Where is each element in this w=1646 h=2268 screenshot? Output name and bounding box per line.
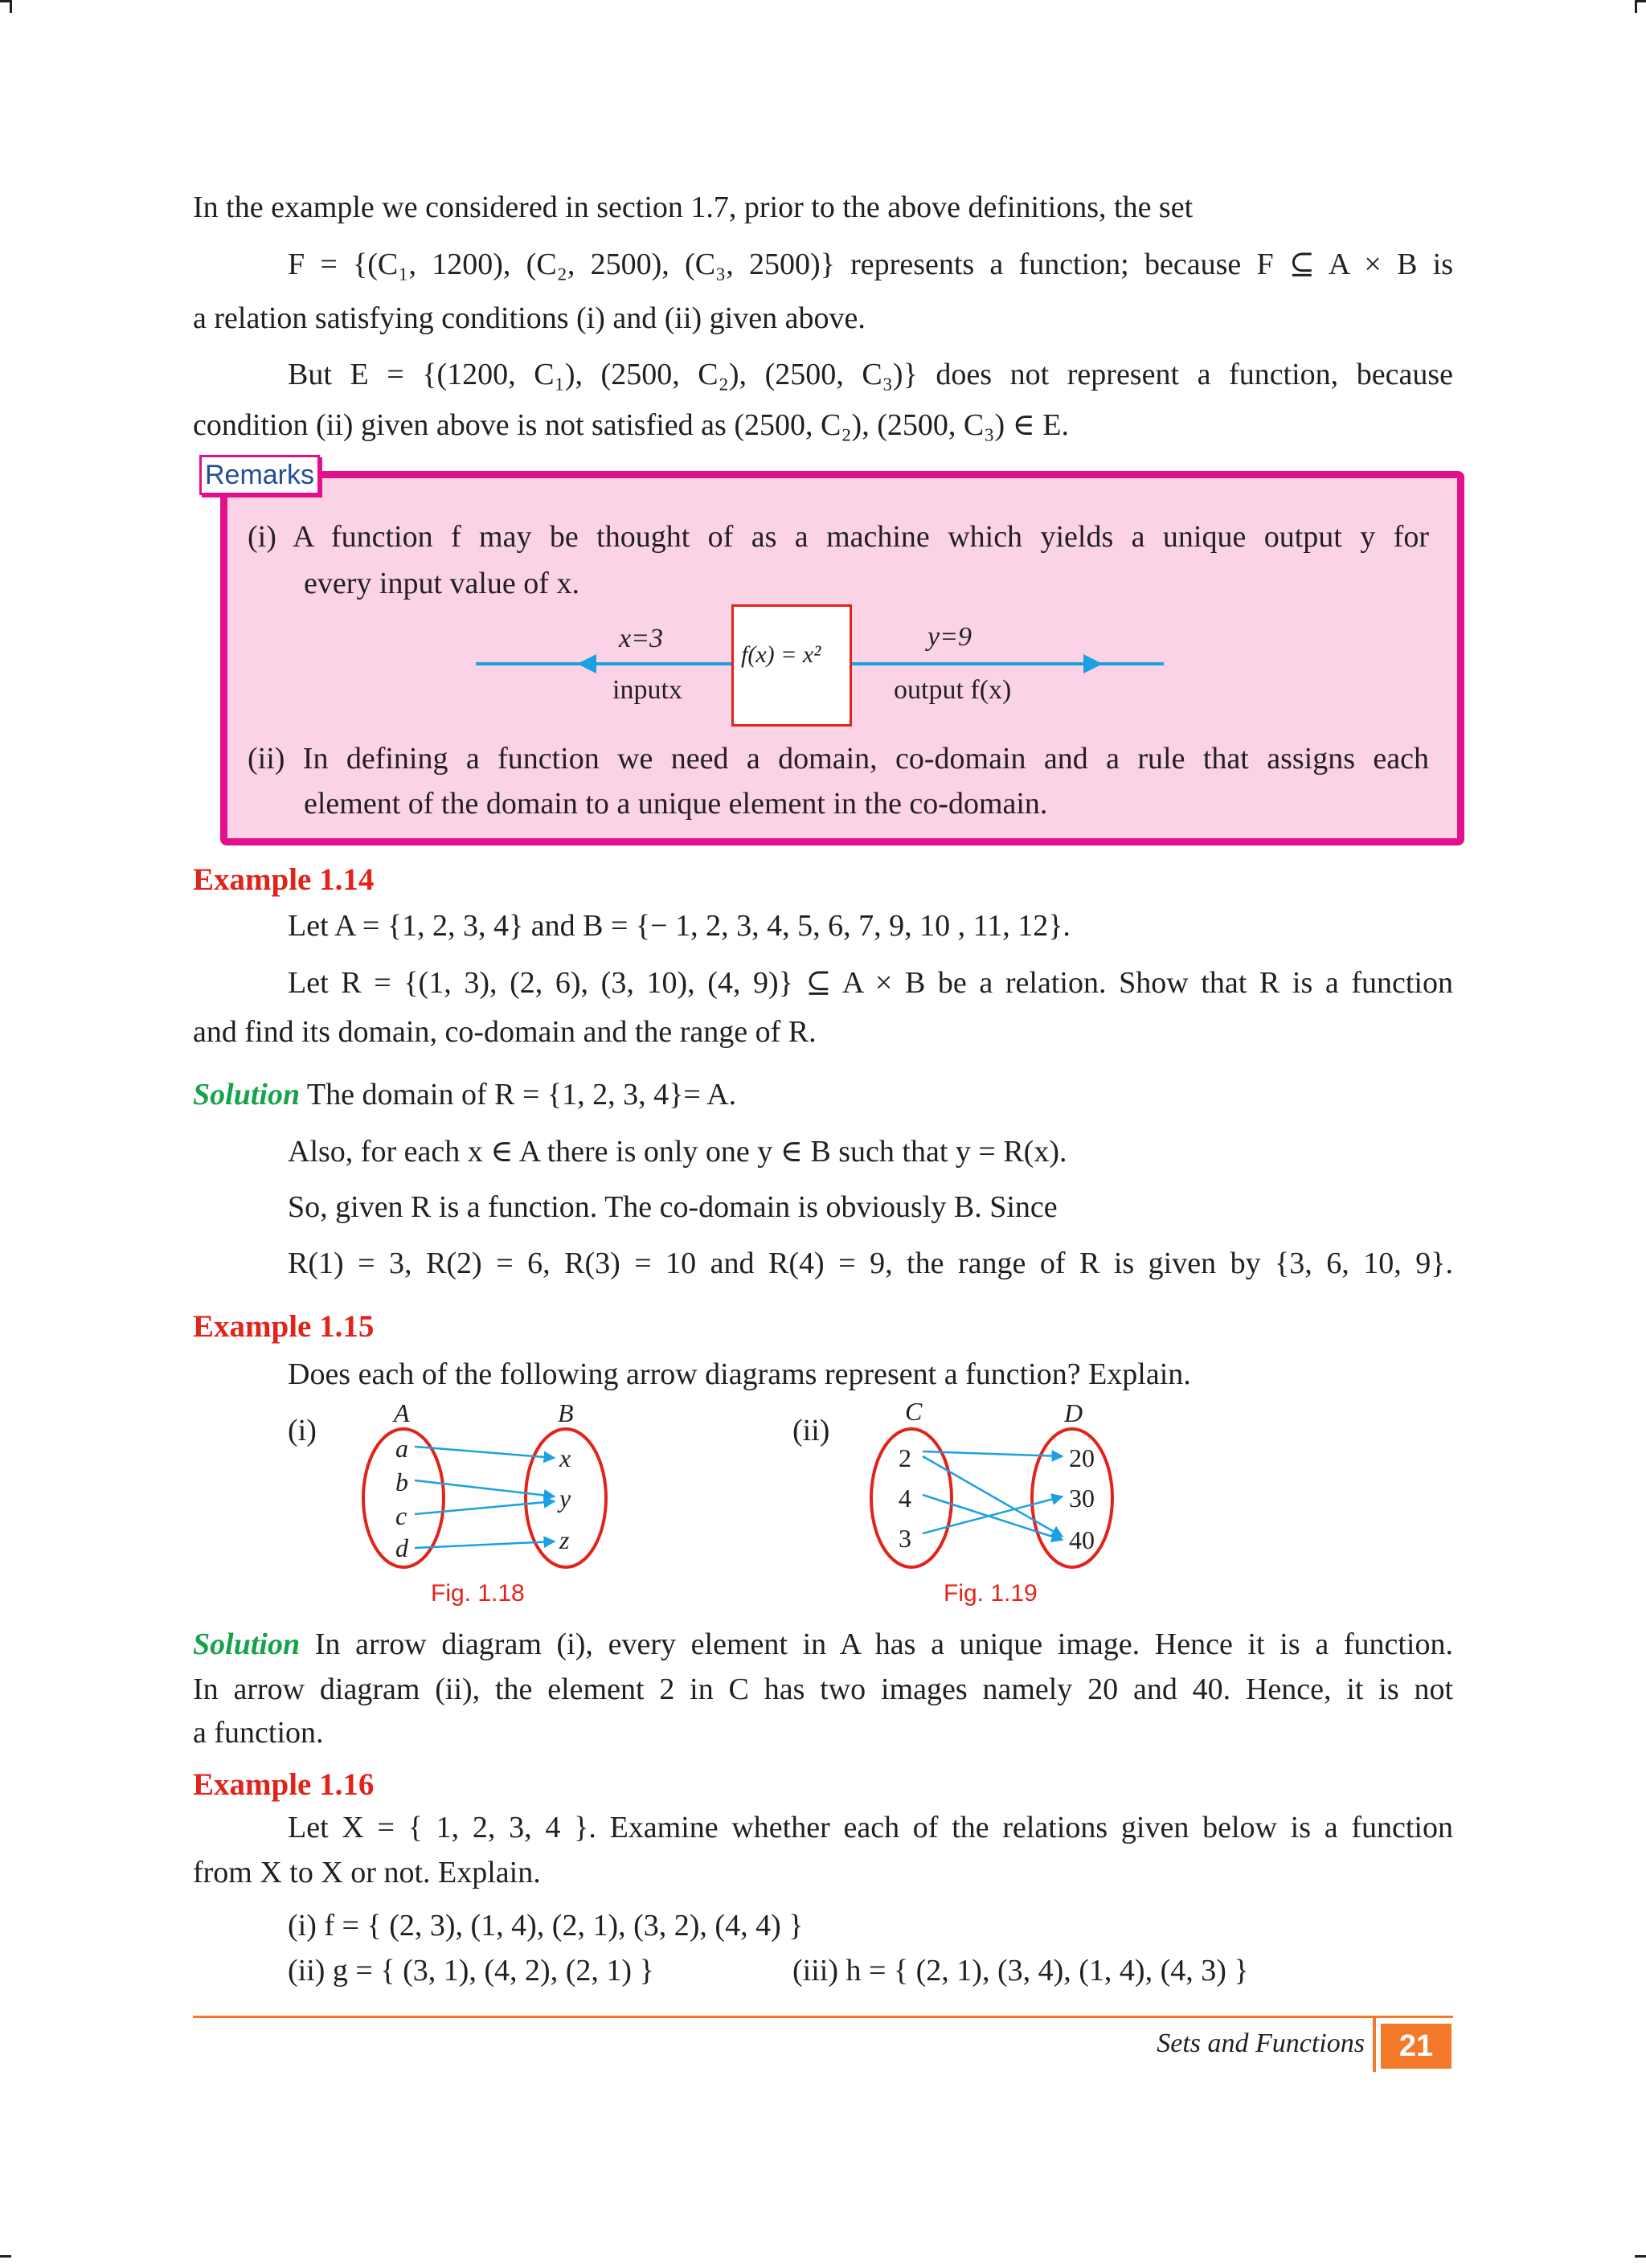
crop-mark-tl-v xyxy=(10,0,12,13)
input-bottom-label: inputx xyxy=(612,675,682,705)
ex116-line-2: from X to X or not. Explain. xyxy=(193,1856,541,1889)
ex116-item-ii: (ii) g = { (3, 1), (4, 2), (2, 1) } xyxy=(288,1954,654,1988)
ex115-sol-line-1: In arrow diagram (i), every element in A has a unique image. Hence it is a function. xyxy=(300,1627,1453,1661)
ex114-line-2: Let R = {(1, 3), (2, 6), (3, 10), (4, 9)} ⊆ A × B be a relation. Show that R is a function xyxy=(288,966,1453,1000)
elem-30: 30 xyxy=(1069,1484,1095,1513)
solution-label-2: Solution xyxy=(193,1627,301,1661)
remarks-tag xyxy=(199,455,320,495)
output-top-label: y=9 xyxy=(927,622,972,652)
ex116-item-i: (i) f = { (2, 3), (1, 4), (2, 1), (3, 2), (4, 4) } xyxy=(288,1909,804,1943)
elem-c: c xyxy=(395,1501,407,1530)
crop-mark-bl xyxy=(0,2255,11,2258)
arrow-4-40 xyxy=(923,1495,1063,1540)
output-bottom-label: output f(x) xyxy=(894,675,1012,705)
intro-line-4: But E = {(1200, C₁), (2500, C₂), (2500, C₃)} does not represent a function, because xyxy=(288,358,1453,391)
intro-line-3: a relation satisfying conditions (i) and (ii) given above. xyxy=(193,301,866,335)
ex114-line-1: Let A = {1, 2, 3, 4} and B = {− 1, 2, 3, 4, 5, 6, 7, 9, 10 , 11, 12}. xyxy=(288,909,1071,943)
ex114-sol-line-3: So, given R is a function. The co-domain is obviously B. Since xyxy=(288,1190,1058,1224)
page-number: 21 xyxy=(1381,2024,1452,2069)
footer-rule xyxy=(193,2016,1453,2018)
ex115-sol-line-2: In arrow diagram (ii), the element 2 in C has two images namely 20 and 40. Hence, it is not xyxy=(193,1672,1453,1706)
elem-x: x xyxy=(559,1443,571,1472)
solution-label: Solution xyxy=(193,1078,301,1111)
footer-separator xyxy=(1373,2016,1376,2072)
set-b-name: B xyxy=(558,1398,574,1427)
elem-2: 2 xyxy=(899,1443,911,1472)
fig-1-18-caption: Fig. 1.18 xyxy=(431,1580,525,1607)
elem-3: 3 xyxy=(899,1524,911,1553)
crop-mark-br xyxy=(1635,2255,1646,2258)
ex114-solution xyxy=(193,1077,736,1112)
elem-b: b xyxy=(395,1468,408,1496)
remark-2-line-2: element of the domain to a unique element in the co-domain. xyxy=(304,787,1048,821)
ex115-sol-line-3: a function. xyxy=(193,1716,324,1750)
remark-2-line-1: (ii) In defining a function we need a domain, co-domain and a rule that assigns each xyxy=(248,742,1429,776)
ex116-line-1: Let X = { 1, 2, 3, 4 }. Examine whether each of the relations given below is a function xyxy=(288,1811,1453,1844)
set-a-name: A xyxy=(394,1398,410,1427)
function-box-label: f(x) = x² xyxy=(741,641,821,668)
ex115-line-1: Does each of the following arrow diagrams represent a function? Explain. xyxy=(288,1357,1191,1391)
ex114-sol-line-2: Also, for each x ∈ A there is only one y ∈ B such that y = R(x). xyxy=(288,1135,1067,1169)
intro-line-1: In the example we considered in section 1.7, prior to the above definitions, the set xyxy=(193,190,1194,224)
ex114-sol-line-4: R(1) = 3, R(2) = 6, R(3) = 10 and R(4) = 9, the range of R is given by {3, 6, 10, 9}. xyxy=(288,1247,1453,1280)
elem-20: 20 xyxy=(1069,1443,1095,1472)
elem-y: y xyxy=(559,1484,571,1513)
arrow-2-40 xyxy=(923,1456,1063,1537)
elem-4: 4 xyxy=(899,1484,911,1513)
ex115-solution xyxy=(193,1627,1453,1662)
elem-z: z xyxy=(559,1525,570,1554)
arrow-3-30 xyxy=(923,1496,1063,1533)
footer-title: Sets and Functions xyxy=(1157,2029,1365,2058)
example-1-16-title: Example 1.16 xyxy=(193,1767,375,1802)
ex114-line-3: and find its domain, co-domain and the range of R. xyxy=(193,1015,817,1049)
crop-mark-tr-v xyxy=(1635,0,1637,13)
arrow-c-y xyxy=(415,1501,555,1514)
remark-1-line-1: (i) A function f may be thought of as a machine which yields a unique output y for xyxy=(248,520,1429,554)
set-c-name: C xyxy=(905,1397,923,1426)
fig-1-label: (i) xyxy=(288,1414,317,1447)
fig-1-19-caption: Fig. 1.19 xyxy=(944,1580,1038,1607)
set-c-ellipse xyxy=(871,1429,952,1567)
intro-line-2: F = {(C₁, 1200), (C₂, 2500), (C₃, 2500)} represents a function; because F ⊆ A × B is xyxy=(288,248,1453,281)
ex114-sol-line-1: The domain of R = {1, 2, 3, 4}= A. xyxy=(300,1078,737,1111)
input-top-label: x=3 xyxy=(619,624,664,653)
example-1-15-title: Example 1.15 xyxy=(193,1309,375,1344)
elem-d: d xyxy=(395,1533,408,1562)
example-1-14-title: Example 1.14 xyxy=(193,862,375,897)
elem-40: 40 xyxy=(1069,1525,1095,1554)
ex116-item-iii: (iii) h = { (2, 1), (3, 4), (1, 4), (4, 3) } xyxy=(792,1954,1249,1988)
arrow-b-y xyxy=(415,1480,555,1496)
intro-line-5: condition (ii) given above is not satisfied as (2500, C₂), (2500, C₃) ∈ E. xyxy=(193,408,1069,442)
arrow-a-x xyxy=(415,1447,555,1458)
remark-1-line-2: every input value of x. xyxy=(304,567,579,600)
set-d-name: D xyxy=(1064,1398,1083,1427)
arrow-2-20 xyxy=(923,1451,1063,1456)
elem-a: a xyxy=(395,1434,408,1463)
remarks-tag-label: Remarks xyxy=(204,460,315,490)
arrow-d-z xyxy=(415,1541,555,1548)
fig-2-label: (ii) xyxy=(792,1414,830,1447)
